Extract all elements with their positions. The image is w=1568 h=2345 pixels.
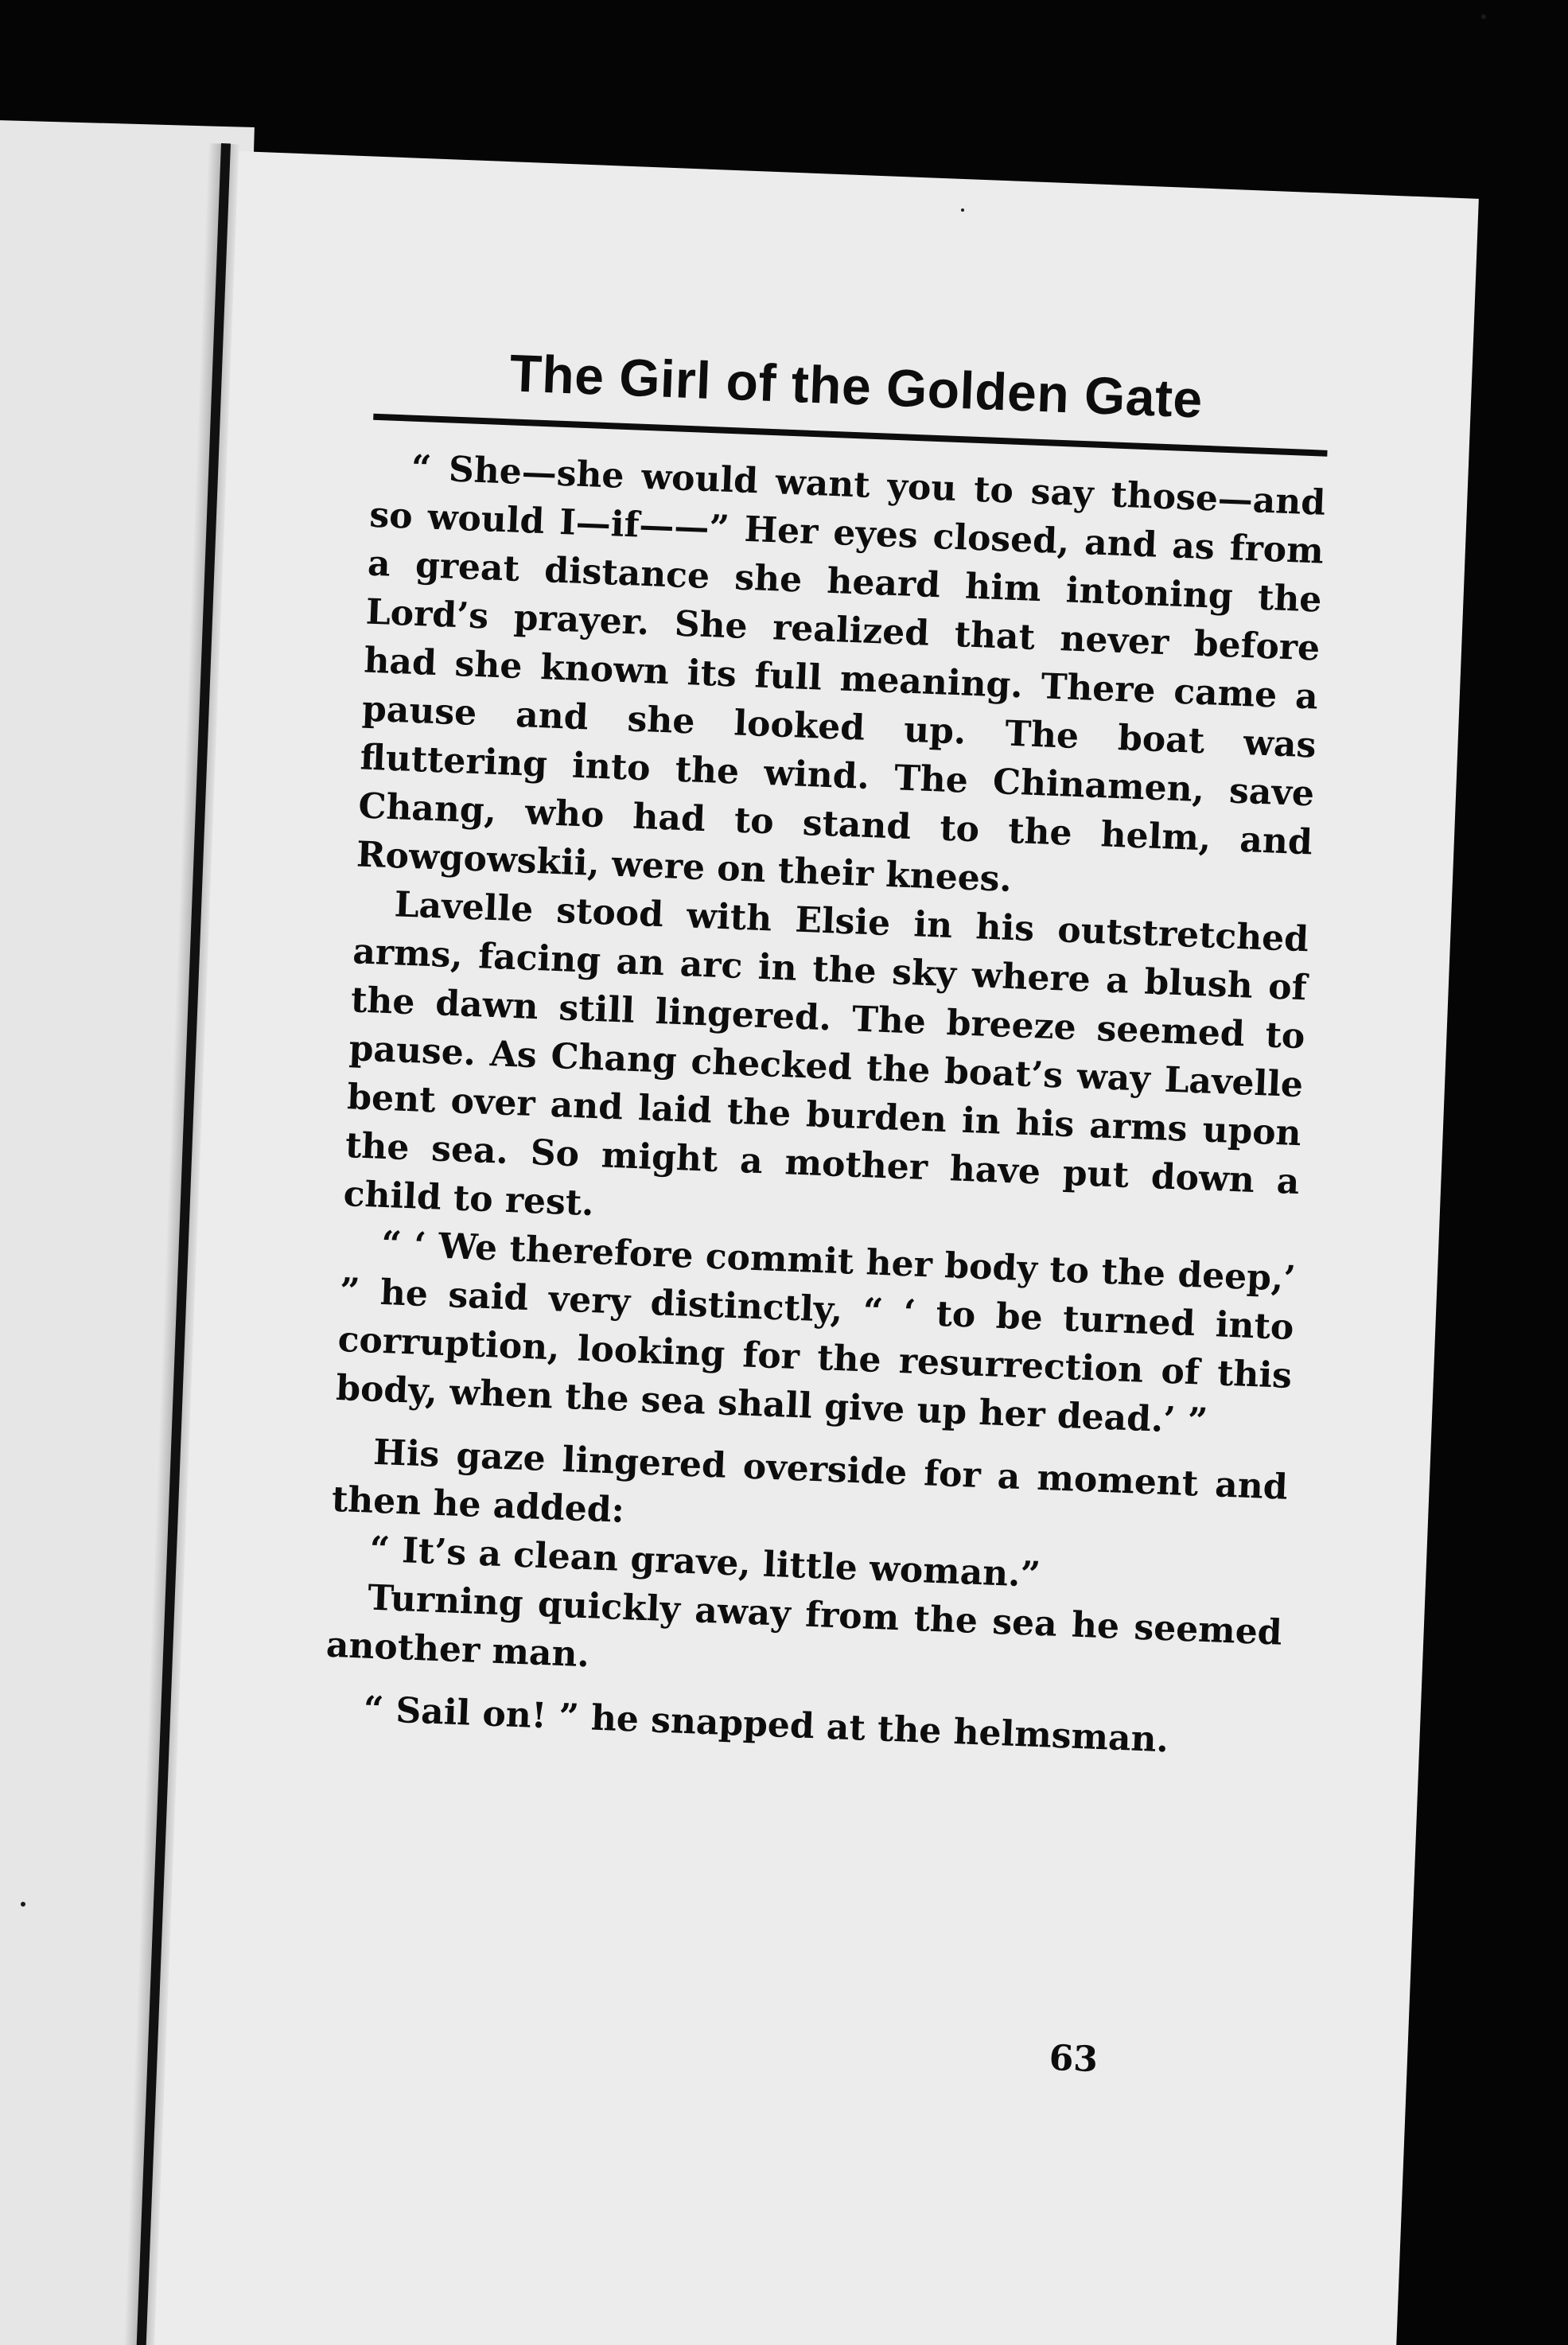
scan-speck [21, 1902, 25, 1907]
paragraph: “ ‘ We therefore commit her body to the deep,’ ” he said very distinctly, “ ‘ to be turned into corruption, looking for the resurrection of this body, when the sea shall give up her dead.’ ” [335, 1223, 1297, 1442]
paragraph: His gaze lingered overside for a moment and then he added: [331, 1432, 1289, 1531]
paragraph: “ Sail on! ” he snapped at the helmsman. [362, 1689, 1169, 1761]
running-head: The Girl of the Golden Gate [508, 343, 1204, 429]
scan-speck [1481, 14, 1486, 19]
page-number: 63 [1048, 2037, 1099, 2081]
paragraph: Lavelle stood with Elsie in his outstretched arms, facing an arc in the sky where a blush of the dawn still lingered. The breeze seemed to pause. As Chang checked the boat’s way Lavelle bent over and laid the burden in his arms upon the sea. So might a mother have put down a child to rest. [342, 884, 1309, 1225]
paragraph: “ It’s a clean grave, little woman.” [368, 1529, 1041, 1595]
paragraph: Turning quickly away from the sea he seemed another man. [325, 1577, 1283, 1676]
right-page [154, 151, 1479, 2345]
paragraph: “ She—she would want you to say those—and so would I—if——” Her eyes closed, and as from a great distance she heard him intoning the Lord’s prayer. She realized that never before had she known its full meaning. There came a pause and she looked up. The boat was fluttering into the wind. The Chinamen, save Chang, who had to stand to the helm, and Rowgowskii, were on their knees. [356, 447, 1327, 900]
body-text [323, 442, 1326, 1769]
scan-speck [961, 208, 964, 212]
page-text-block [323, 336, 1331, 1769]
